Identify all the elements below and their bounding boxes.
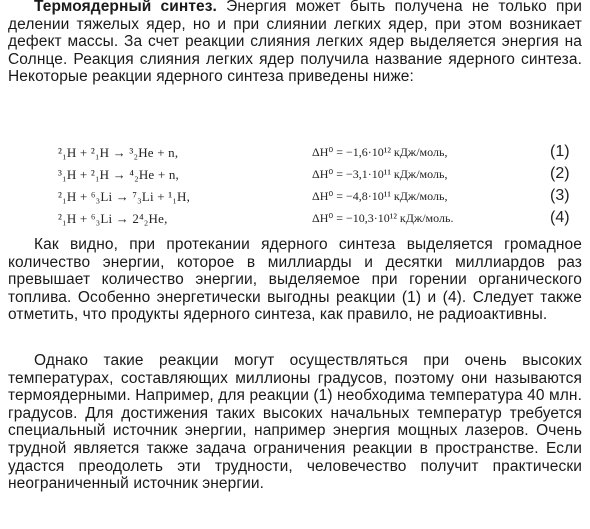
reaction-number: (3) bbox=[550, 187, 570, 204]
reaction-number: (1) bbox=[550, 143, 570, 160]
reaction-row bbox=[0, 189, 590, 211]
paragraph-energy-release: Как видно, при протекании ядерного синтеза выделяется громадное количество энергии, которое в миллиарды и десятки миллиардов раз превышает количество энергии, выделяемое при горении органического топлива. Особенно энергетически выгодны реакции (1) и (4). Следует также отметить, что продукты ядерного синтеза, как правило, не радиоактивны. bbox=[8, 236, 582, 324]
reaction-equation: ²₁H + ²₁H → ³₂He + n, bbox=[58, 145, 179, 160]
intro-paragraph bbox=[8, 0, 582, 86]
reaction-number: (4) bbox=[550, 209, 570, 226]
reaction-enthalpy: ΔH⁰ = −3,1·10¹¹ кДж/моль, bbox=[312, 167, 448, 181]
reaction-enthalpy: ΔH⁰ = −1,6·10¹² кДж/моль, bbox=[312, 145, 448, 159]
intro-text: Энергия может быть получена не только при делении тяжелых ядер, но и при слиянии легких ядер, при этом возникает дефект массы. За счет реакции слияния легких ядер выделяется энергия на Солнце. Реакция слияния легких ядер получила название ядерного синтеза. Некоторые реакции ядерного синтеза приведены ниже: bbox=[8, 0, 582, 86]
reaction-equation: ²₁H + ⁶₃Li → ⁷₃Li + ¹₁H, bbox=[58, 189, 191, 204]
reaction-row bbox=[0, 145, 590, 167]
reaction-equation: ²₁H + ⁶₃Li → 2⁴₂He, bbox=[58, 211, 168, 226]
reaction-number: (2) bbox=[550, 165, 570, 182]
reaction-row bbox=[0, 211, 590, 233]
reaction-enthalpy: ΔH⁰ = −4,8·10¹¹ кДж/моль, bbox=[312, 189, 448, 203]
reaction-row bbox=[0, 167, 590, 189]
reaction-equation: ³₁H + ²₁H → ⁴₂He + n, bbox=[58, 167, 179, 182]
section-heading: Термоядерный синтез. bbox=[34, 0, 217, 15]
reaction-list bbox=[0, 145, 590, 233]
paragraph-thermonuclear: Однако такие реакции могут осуществляться при очень высоких температурах, составляющих миллионы градусов, поэтому они называются термоядерными. Например, для реакции (1) необходима температура 40 млн. градусов. Для достижения таких высоких начальных температур требуется специальный источник энергии, например энергия мощных лазеров. Очень трудной является также задача ограничения реакции в пространстве. Если удастся преодолеть эти трудности, человечество получит практически неограниченный источник энергии. bbox=[8, 352, 582, 493]
reaction-enthalpy: ΔH⁰ = −10,3·10¹² кДж/моль. bbox=[312, 211, 454, 225]
